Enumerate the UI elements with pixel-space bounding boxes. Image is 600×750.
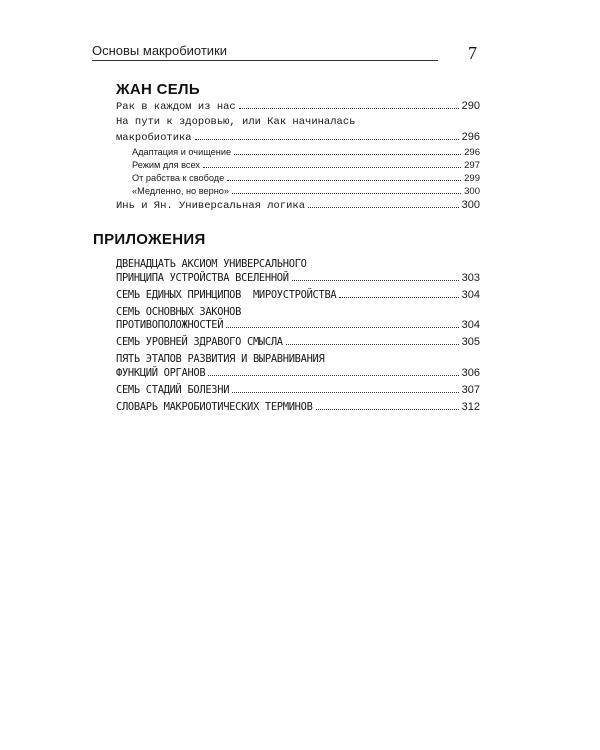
toc-entry-page: 304 xyxy=(461,319,480,331)
dot-leader xyxy=(308,207,459,208)
toc-entry-page: 300 xyxy=(461,199,480,211)
toc-entry[interactable] xyxy=(116,198,480,214)
dot-leader xyxy=(286,344,459,345)
header-rule xyxy=(92,60,438,61)
toc-entry-title-line1: На пути к здоровью, или Как начиналась xyxy=(116,116,356,128)
toc-entry[interactable] xyxy=(116,306,480,333)
toc-entry-title: Режим для всех xyxy=(132,160,200,170)
toc-entry[interactable] xyxy=(116,353,480,380)
running-header: Основы макробиотики xyxy=(92,43,228,58)
dot-leader xyxy=(239,108,459,109)
toc-entry-page: 312 xyxy=(461,400,480,413)
dot-leader xyxy=(339,297,458,298)
dot-leader xyxy=(292,280,459,281)
dot-leader xyxy=(226,327,458,328)
toc-entry-page: 300 xyxy=(464,186,480,197)
toc-entry-title-line2: ФУНКЦИЙ ОРГАНОВ xyxy=(116,366,206,379)
toc-entry[interactable] xyxy=(116,401,480,415)
toc-entry-page: 296 xyxy=(464,147,480,158)
toc-entry-page: 305 xyxy=(461,336,480,348)
toc-entry-title-line1: ПЯТЬ ЭТАПОВ РАЗВИТИЯ И ВЫРАВНИВАНИЯ xyxy=(116,353,325,365)
toc-entry-title: СЕМЬ ЕДИНЫХ ПРИНЦИПОВ МИРОУСТРОЙСТВА xyxy=(116,288,337,301)
toc-appendices xyxy=(116,258,480,414)
toc-entry-page: 303 xyxy=(461,271,480,284)
toc-entry-title-line1: ДВЕНАДЦАТЬ АКСИОМ УНИВЕРСАЛЬНОГО xyxy=(116,258,307,270)
toc-jean-sel xyxy=(116,99,480,214)
toc-entry-title-line2: ПРОТИВОПОЛОЖНОСТЕЙ xyxy=(116,319,224,331)
toc-entry-title-line2: ПРИНЦИПА УСТРОЙСТВА ВСЕЛЕННОЙ xyxy=(116,271,289,284)
toc-entry-title: Рак в каждом из нас xyxy=(116,101,236,113)
toc-entry-title: Инь и Ян. Универсальная логика xyxy=(116,200,306,212)
dot-leader xyxy=(232,193,461,194)
toc-entry-page: 299 xyxy=(464,173,480,184)
toc-entry-title: СЛОВАРЬ МАКРОБИОТИЧЕСКИХ ТЕРМИНОВ xyxy=(116,400,313,413)
toc-entry[interactable] xyxy=(116,384,480,398)
toc-entry-title: СЕМЬ УРОВНЕЙ ЗДРАВОГО СМЫСЛА xyxy=(116,336,283,348)
section-heading-jean-sel: ЖАН СЕЛЬ xyxy=(116,81,200,98)
toc-entry[interactable] xyxy=(116,258,480,285)
dot-leader xyxy=(195,139,459,140)
toc-entry-page: 304 xyxy=(461,288,480,301)
toc-entry[interactable] xyxy=(116,289,480,303)
toc-entry-title-line1: СЕМЬ ОСНОВНЫХ ЗАКОНОВ xyxy=(116,305,242,318)
toc-subentry[interactable] xyxy=(116,146,480,159)
toc-entry[interactable] xyxy=(116,115,480,146)
toc-subentry[interactable] xyxy=(116,172,480,185)
toc-entry-page: 297 xyxy=(464,160,480,171)
dot-leader xyxy=(203,167,461,168)
toc-entry-page: 306 xyxy=(461,366,480,379)
dot-leader xyxy=(232,392,458,393)
toc-entry-title: От рабства к свободе xyxy=(132,173,225,183)
toc-entry-title: «Медленно, но верно» xyxy=(132,186,229,196)
toc-entry-page: 296 xyxy=(461,131,480,143)
page-number: 7 xyxy=(468,43,477,63)
toc-entry-page: 290 xyxy=(461,100,480,112)
toc-entry-title-line2: макробиотика xyxy=(116,132,192,144)
toc-entry-title: СЕМЬ СТАДИЙ БОЛЕЗНИ xyxy=(116,383,230,396)
dot-leader xyxy=(208,375,458,376)
dot-leader xyxy=(227,180,461,181)
toc-entry[interactable] xyxy=(116,99,480,115)
toc-entry[interactable] xyxy=(116,336,480,350)
dot-leader xyxy=(316,409,459,410)
toc-subentry[interactable] xyxy=(116,159,480,172)
dot-leader xyxy=(234,154,461,155)
toc-subentry[interactable] xyxy=(116,185,480,198)
toc-entry-page: 307 xyxy=(461,383,480,396)
toc-entry-title: Адаптация и очищение xyxy=(132,147,232,157)
section-heading-appendices: ПРИЛОЖЕНИЯ xyxy=(93,231,206,248)
